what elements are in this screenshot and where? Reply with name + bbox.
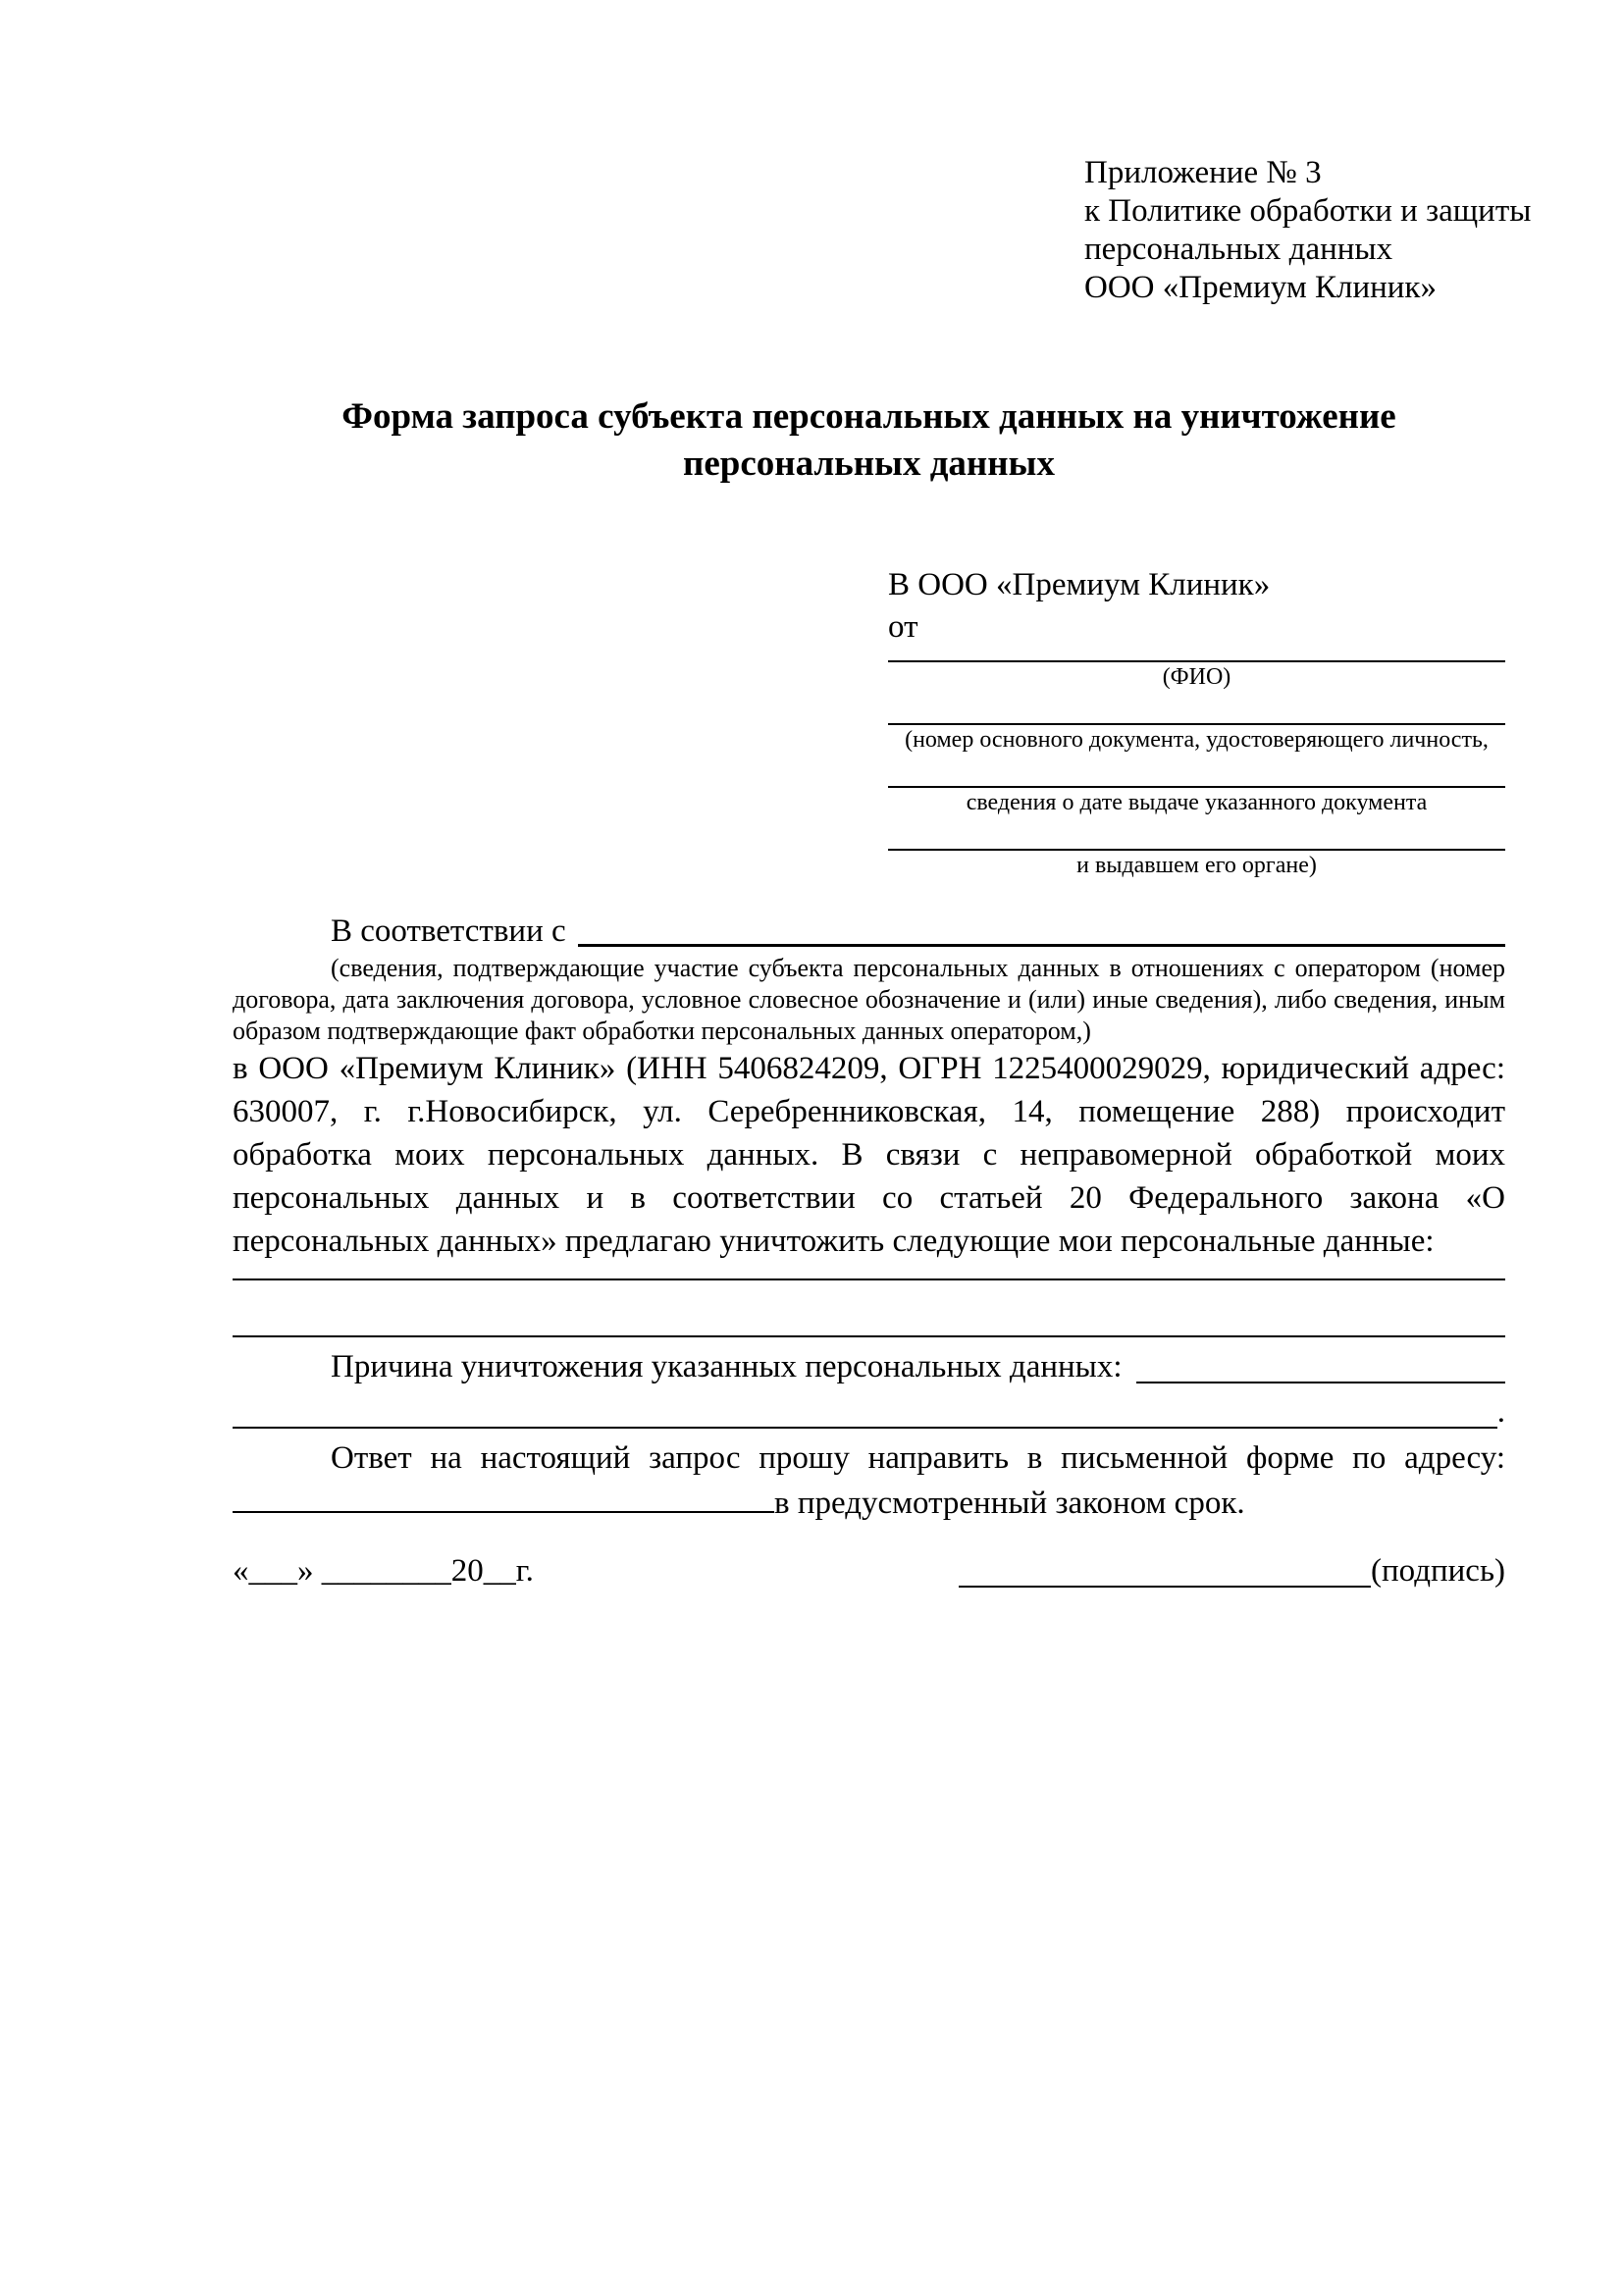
accordance-write-line xyxy=(578,944,1505,947)
issue-date-field xyxy=(888,757,1505,817)
blank-write-line-2 xyxy=(233,1335,1505,1337)
main-paragraph: в ООО «Премиум Клиник» (ИНН 5406824209, ОГРН 1225400029029, юридический адрес: 630007, г. г.Новосибирск, ул. Серебренниковская, 14, помещение 288) происходит обработка моих персональных данных. В связи с неправомерной обработкой моих персональных данных и в соответствии со статьей 20 Федерального закона «О персональных данных» предлагаю уничтожить следующие мои персональные данные: xyxy=(233,1051,1505,1259)
accordance-row xyxy=(233,910,1505,953)
issue-date-write-line xyxy=(888,757,1505,788)
sentence-period: . xyxy=(1496,1394,1505,1430)
appendix-line: к Политике обработки и защиты xyxy=(1084,193,1532,229)
address-write-line xyxy=(233,1511,774,1513)
issue-date-caption: сведения о дате выдаче указанного документа xyxy=(966,790,1428,815)
document-number-write-line xyxy=(888,694,1505,725)
appendix-line: ООО «Премиум Клиник» xyxy=(1084,270,1437,305)
response-tail-row xyxy=(233,1481,1505,1526)
fio-write-line xyxy=(888,649,1505,662)
addressee-block xyxy=(888,564,1505,880)
signature-caption: (подпись) xyxy=(1371,1553,1505,1589)
blank-write-line-3 xyxy=(233,1427,1497,1429)
issuing-authority-caption: и выдавшем его органе) xyxy=(1076,853,1317,878)
reason-continuation-row xyxy=(233,1390,1505,1434)
reason-write-line xyxy=(1136,1382,1505,1383)
reason-label: Причина уничтожения указанных персональных данных: xyxy=(331,1349,1123,1384)
fio-field xyxy=(888,649,1505,692)
signature-group xyxy=(959,1549,1505,1592)
appendix-line: Приложение № 3 xyxy=(1084,155,1322,190)
signature-write-line xyxy=(959,1586,1371,1588)
issuing-authority-write-line xyxy=(888,819,1505,851)
recipient-line: В ООО «Премиум Клиник» xyxy=(888,567,1271,602)
issuing-authority-field xyxy=(888,819,1505,880)
date-line-text: «___» ________20__г. xyxy=(233,1553,534,1589)
page-title: Форма запроса субъекта персональных данных на уничтожение персональных данных xyxy=(341,396,1396,484)
document-number-field xyxy=(888,694,1505,755)
response-paragraph: Ответ на настоящий запрос прошу направить в письменной форме по адресу: xyxy=(331,1440,1505,1476)
accordance-label: В соответствии с xyxy=(331,913,566,949)
from-label: от xyxy=(888,609,918,645)
date-signature-row xyxy=(233,1549,1505,1592)
appendix-line: персональных данных xyxy=(1084,232,1393,267)
appendix-block xyxy=(1084,154,1532,307)
blank-write-line-1 xyxy=(233,1278,1505,1280)
response-tail-text: в предусмотренный законом срок. xyxy=(774,1486,1245,1521)
accordance-note: (сведения, подтверждающие участие субъекта персональных данных в отношениях с оператором (номер договора, дата заключения договора, условное словесное обозначение и (или) иные сведения), либо сведения, иным образом подтверждающие факт обработки персональных данных оператором,) xyxy=(233,954,1505,1045)
fio-caption: (ФИО) xyxy=(1162,664,1231,690)
document-number-caption: (номер основного документа, удостоверяющего личность, xyxy=(905,727,1489,753)
reason-row xyxy=(233,1345,1505,1388)
